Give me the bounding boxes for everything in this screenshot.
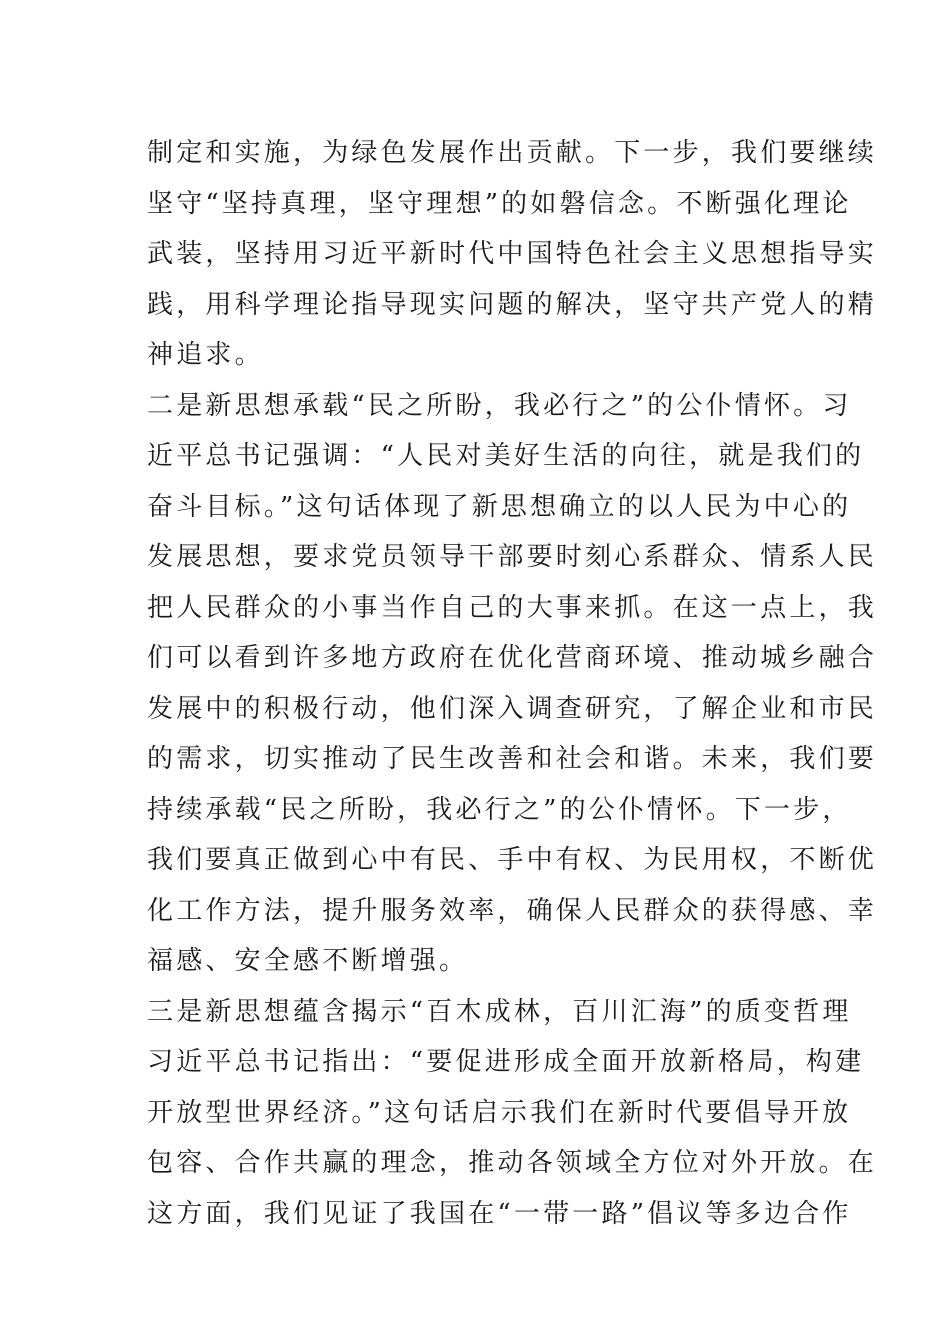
text-line: 福感、安全感不断增强。 [147, 946, 469, 976]
text-line: 开放型世界经济。”这句话启示我们在新时代要倡导开放 [147, 1097, 852, 1128]
text-line: 包容、合作共赢的理念，推动各领域全方位对外开放。在 [147, 1148, 878, 1178]
text-line: 践，用科学理论指导现实问题的解决，坚守共产党人的精 [147, 289, 878, 320]
section-heading-line: 二是新思想承载“民之所盼，我必行之”的公仆情怀。习 [147, 390, 852, 421]
text-line: 化工作方法，提升服务效率，确保人民群众的获得感、幸 [147, 895, 878, 926]
text-line: 这方面，我们见证了我国在“一带一路”倡议等多边合作 [147, 1198, 852, 1229]
text-line: 习近平总书记指出：“要促进形成全面开放新格局，构建 [147, 1047, 865, 1077]
document-body [147, 128, 878, 1239]
text-line: 发展思想，要求党员领导干部要时刻心系群众、情系人民 [147, 542, 878, 572]
text-line: 近平总书记强调：“人民对美好生活的向往，就是我们的 [147, 441, 865, 471]
text-line: 把人民群众的小事当作自己的大事来抓。在这一点上，我 [147, 592, 878, 623]
section-heading-line: 三是新思想蕴含揭示“百木成林，百川汇海”的质变哲理 [147, 996, 852, 1027]
text-line: 我们要真正做到心中有民、手中有权、为民用权，不断优 [147, 845, 878, 875]
text-line: 制定和实施，为绿色发展作出贡献。下一步，我们要继续 [147, 138, 878, 168]
text-line: 发展中的积极行动，他们深入调查研究，了解企业和市民 [147, 693, 878, 724]
text-line: 的需求，切实推动了民生改善和社会和谐。未来，我们要 [147, 744, 878, 774]
text-line: 们可以看到许多地方政府在优化营商环境、推动城乡融合 [147, 643, 878, 673]
text-line: 坚守“坚持真理，坚守理想”的如磐信念。不断强化理论 [147, 188, 852, 219]
text-line: 神追求。 [147, 340, 264, 370]
text-line: 奋斗目标。”这句话体现了新思想确立的以人民为中心的 [147, 491, 852, 522]
text-line: 武装，坚持用习近平新时代中国特色社会主义思想指导实 [147, 239, 878, 269]
text-line: 持续承载“民之所盼，我必行之”的公仆情怀。下一步， [147, 794, 852, 825]
